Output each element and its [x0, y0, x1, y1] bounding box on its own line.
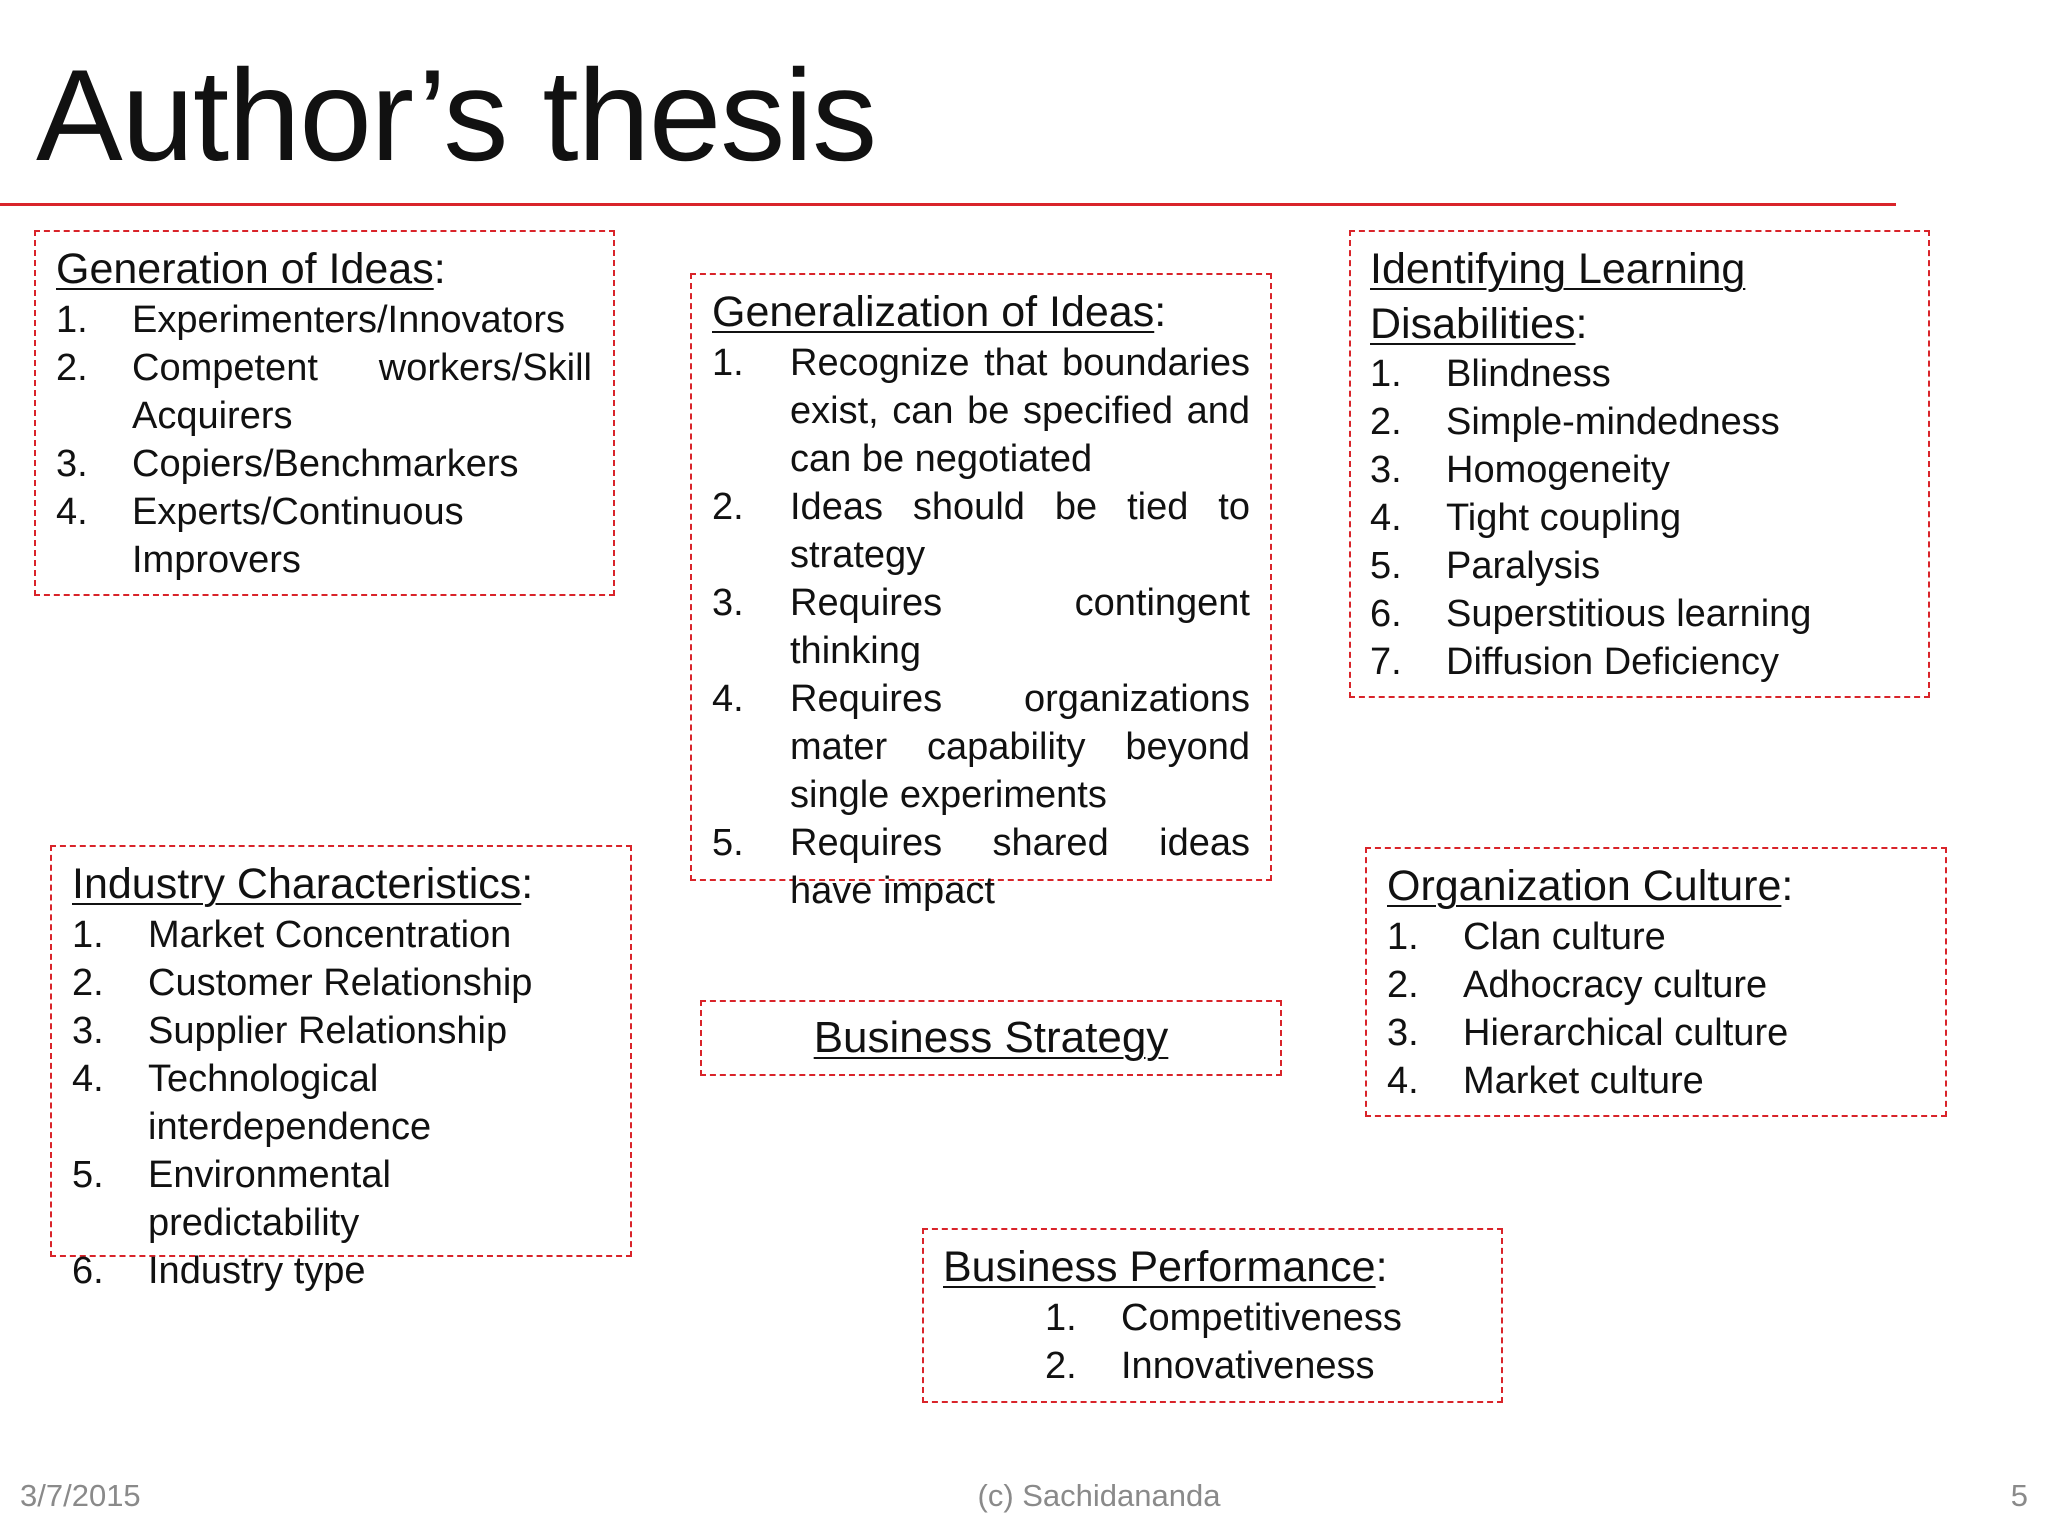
- list-item: 1. Recognize that boundaries exist, can be specified and can be negotiated: [712, 342, 1250, 480]
- list-item: 2. Competent workers/Skill Acquirers: [56, 347, 592, 437]
- list-item: 5. Requires shared ideas have impact: [712, 822, 1250, 912]
- list-item: 2. Customer Relationship: [72, 962, 533, 1004]
- list-item: 1. Clan culture: [1387, 916, 1666, 958]
- list-item: 4. Technological interdependence: [72, 1058, 432, 1148]
- list-item: 5. Paralysis: [1370, 545, 1601, 587]
- generalization-of-ideas-list: [712, 339, 1250, 915]
- list-item: 4. Requires organizations mater capability beyond single experiments: [712, 678, 1250, 816]
- generation-of-ideas-list: [56, 296, 592, 584]
- list-item: 1. Blindness: [1370, 353, 1611, 395]
- industry-characteristics-heading: Industry Characteristics:: [72, 860, 534, 908]
- learning-disabilities-list: [1370, 350, 1910, 686]
- list-item: 1. Experimenters/Innovators: [56, 299, 565, 341]
- slide-title: Author’s thesis: [36, 42, 877, 188]
- list-item: 2. Simple-mindedness: [1370, 401, 1780, 443]
- list-item: 3. Requires contingent thinking: [712, 582, 1250, 672]
- list-item: 6. Industry type: [72, 1250, 366, 1292]
- list-item: 1. Competitiveness: [1045, 1297, 1402, 1339]
- generalization-of-ideas-heading: Generalization of Ideas:: [712, 288, 1167, 336]
- list-item: 3. Homogeneity: [1370, 449, 1670, 491]
- organization-culture-list: [1387, 913, 1927, 1105]
- list-item: 5. Environmental predictability: [72, 1154, 391, 1244]
- business-performance-heading: Business Performance:: [943, 1243, 1388, 1291]
- list-item: 4. Market culture: [1387, 1060, 1704, 1102]
- footer-page-number: 5: [2010, 1478, 2028, 1513]
- industry-characteristics-list: [72, 911, 612, 1295]
- organization-culture-heading: Organization Culture:: [1387, 862, 1794, 910]
- list-item: 4. Tight coupling: [1370, 497, 1682, 539]
- list-item: 4. Experts/Continuous Improvers: [56, 491, 464, 581]
- business-strategy-heading: Business Strategy: [813, 1013, 1169, 1062]
- list-item: 3. Supplier Relationship: [72, 1010, 508, 1052]
- footer-date: 3/7/2015: [20, 1478, 141, 1513]
- list-item: 2. Innovativeness: [1045, 1345, 1375, 1387]
- business-performance-list: [1045, 1294, 1485, 1390]
- footer-author: (c) Sachidananda: [977, 1478, 1221, 1513]
- learning-disabilities-heading: Identifying Learning Disabilities:: [1370, 245, 1746, 348]
- list-item: 2. Ideas should be tied to strategy: [712, 486, 1250, 576]
- list-item: 7. Diffusion Deficiency: [1370, 641, 1780, 683]
- list-item: 6. Superstitious learning: [1370, 593, 1812, 635]
- list-item: 3. Hierarchical culture: [1387, 1012, 1789, 1054]
- list-item: 3. Copiers/Benchmarkers: [56, 443, 519, 485]
- generation-of-ideas-heading: Generation of Ideas:: [56, 245, 446, 293]
- title-divider: [0, 203, 1896, 206]
- list-item: 1. Market Concentration: [72, 914, 512, 956]
- list-item: 2. Adhocracy culture: [1387, 964, 1768, 1006]
